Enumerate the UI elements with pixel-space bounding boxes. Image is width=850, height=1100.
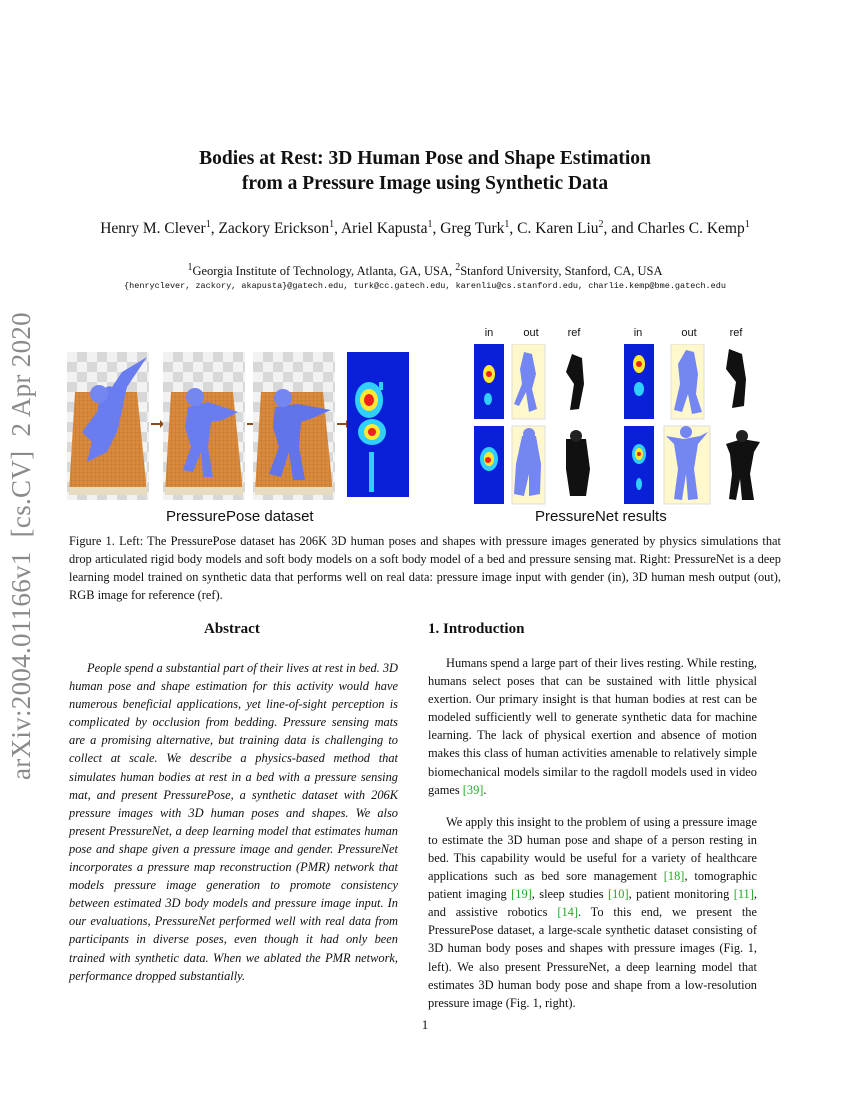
result-3-ref (559, 426, 595, 504)
intro-p1-text: Humans spend a large part of their lives resting. While resting, humans select poses that can be sustained with little physical exertion. Our primary insight is that human bodies at rest can be modeled sufficiently well to generate synthetic data for machine learning. The lack of physical exertion and absence of motion makes this class of human activities amenable to relatively simple biomechanical models similar to the ragdoll models used in video games (428, 656, 757, 797)
arxiv-stamp (6, 300, 56, 780)
result-4-ref (724, 426, 762, 504)
result-2-out (671, 344, 704, 419)
result-3-in (474, 426, 504, 504)
citation-link[interactable]: [39] (462, 782, 484, 797)
citation-link[interactable]: [19] (511, 887, 532, 902)
intro-paragraph-1 (428, 654, 757, 799)
sim-panel-2 (163, 352, 245, 500)
author-separator: , (334, 220, 341, 238)
figure-1-right-panels (474, 344, 764, 510)
intro-paragraph-2 (428, 813, 757, 1012)
arxiv-date: 2 Apr 2020 (6, 312, 36, 437)
arrow-1 (151, 420, 164, 428)
intro-p2-text: We apply this insight to the problem of using a pressure image to estimate the 3D human pose and shape of a person resting in bed. This capability would be useful for a variety of healthcare applications such as bed sore management (428, 814, 757, 884)
col-label-in: in (484, 327, 494, 339)
author-affil-mark: 2 (598, 219, 604, 230)
pressurepose-label: PressurePose dataset (166, 508, 314, 525)
col-label-out: out (523, 327, 539, 339)
citation-link[interactable]: [18] (663, 869, 685, 884)
introduction-text (428, 654, 757, 1026)
author-name: Zackory Erickson (218, 220, 330, 238)
result-2-in (624, 344, 654, 419)
title-line-2: from a Pressure Image using Synthetic Data (241, 173, 609, 194)
intro-p2-text: , tomographic patient imaging (428, 869, 757, 902)
author-affil-mark: 1 (427, 219, 433, 230)
author-emails: {henryclever, zackory, akapusta}@gatech.edu, turk@cc.gatech.edu, karenliu@cs.stanford.edu, charlie.kemp@bme.gatech.edu (124, 281, 726, 291)
affil-mark: 1 (187, 262, 193, 273)
author-affil-mark: 1 (205, 219, 211, 230)
author-separator: , (509, 220, 518, 238)
author-separator: , (432, 220, 441, 238)
intro-p2-text: . To this end, we present the PressurePose dataset, a large-scale synthetic dataset consisting of 3D human body poses and shapes with pressure images (Fig. 1, left). We also present PressureNet, a deep learning model that estimates 3D human body pose and shape from a low-resolution pressure image (Fig. 1, right). (428, 905, 757, 1010)
col-label-out: out (681, 327, 697, 339)
affiliation-1: Georgia Institute of Technology, Atlanta, GA, USA, (192, 264, 456, 279)
abstract-text: People spend a substantial part of their lives at rest in bed. 3D human pose and shape estimation for this activity would have numerous beneficial applications, yet line-of-sight perception is complicated by occlusion from bedding. Pressure sensing mats are a promising alternative, but training data is challenging to collect at scale. We describe a physics-based method that simulates human bodies at rest in a bed with a pressure sensing mat, and present PressurePose, a synthetic dataset with 206K pressure images with 3D human poses and shapes. We also present PressureNet, a deep learning model that estimates human pose and shape given a pressure image and gender. PressureNet incorporates a pressure map reconstruction (PMR) network that models pressure image generation to promote consistency between estimated 3D body models and pressure image input. In our evaluations, PressureNet performed well with real data from participants in diverse poses, even though it had only been trained with synthetic data. When we ablated the PMR network, performance dropped substantially. (69, 661, 398, 983)
intro-p2-text: , and assistive robotics (428, 887, 757, 920)
arxiv-category: [cs.CV] (6, 450, 36, 538)
intro-p1-end: . (483, 782, 487, 797)
author-separator: , and (603, 220, 638, 238)
citation-link[interactable]: [14] (557, 905, 578, 920)
page-number: 1 (421, 1017, 429, 1032)
sim-panel-3 (253, 352, 335, 500)
affiliation-2: Stanford University, Stanford, CA, USA (460, 264, 663, 279)
author-affil-mark: 1 (329, 219, 335, 230)
author-affil-mark: 1 (744, 219, 750, 230)
result-4-out (664, 426, 710, 504)
result-4-in (624, 426, 654, 504)
result-2-ref (719, 344, 755, 419)
arxiv-id: arXiv:2004.01166v1 (6, 551, 36, 780)
citation-link[interactable]: [10] (607, 887, 629, 902)
intro-p2-text: , patient monitoring (628, 887, 734, 902)
abstract-heading: Abstract (204, 621, 260, 637)
result-3-out (512, 426, 545, 504)
author-name: Charles C. Kemp (637, 220, 745, 238)
col-label-ref: ref (567, 327, 581, 339)
col-label-ref: ref (729, 327, 743, 339)
figure-1-caption: Figure 1. Left: The PressurePose dataset has 206K 3D human poses and shapes with pressure images generated by physics simulations that drop articulated rigid body models and soft body models on a soft body model of a bed and pressure sensing mat. Right: PressureNet is a deep learning model trained on synthetic data that performs well on real data: pressure image input with gender (in), 3D human mesh output (out), RGB image for reference (ref). (69, 534, 781, 602)
author-list (40, 219, 810, 238)
affil-mark: 2 (455, 262, 461, 273)
author-name: Greg Turk (440, 220, 505, 238)
pressure-map-panel (347, 352, 409, 497)
title-line-1: Bodies at Rest: 3D Human Pose and Shape Estimation (199, 148, 651, 169)
figure-1-left-panels (67, 352, 412, 502)
author-name: Henry M. Clever (100, 220, 206, 238)
author-name: C. Karen Liu (517, 220, 599, 238)
result-1-in (474, 344, 504, 419)
pressurenet-label: PressureNet results (535, 508, 667, 525)
affiliations (60, 262, 790, 279)
author-name: Ariel Kapusta (340, 220, 428, 238)
introduction-heading: 1. Introduction (428, 621, 525, 637)
intro-p2-text: , sleep studies (531, 887, 608, 902)
result-1-out (512, 344, 545, 419)
paper-title (100, 146, 750, 196)
col-label-in: in (633, 327, 643, 339)
result-1-ref (559, 344, 595, 419)
author-separator: , (210, 220, 219, 238)
sim-panel-1 (67, 352, 149, 500)
citation-link[interactable]: [11] (733, 887, 754, 902)
author-affil-mark: 1 (504, 219, 510, 230)
